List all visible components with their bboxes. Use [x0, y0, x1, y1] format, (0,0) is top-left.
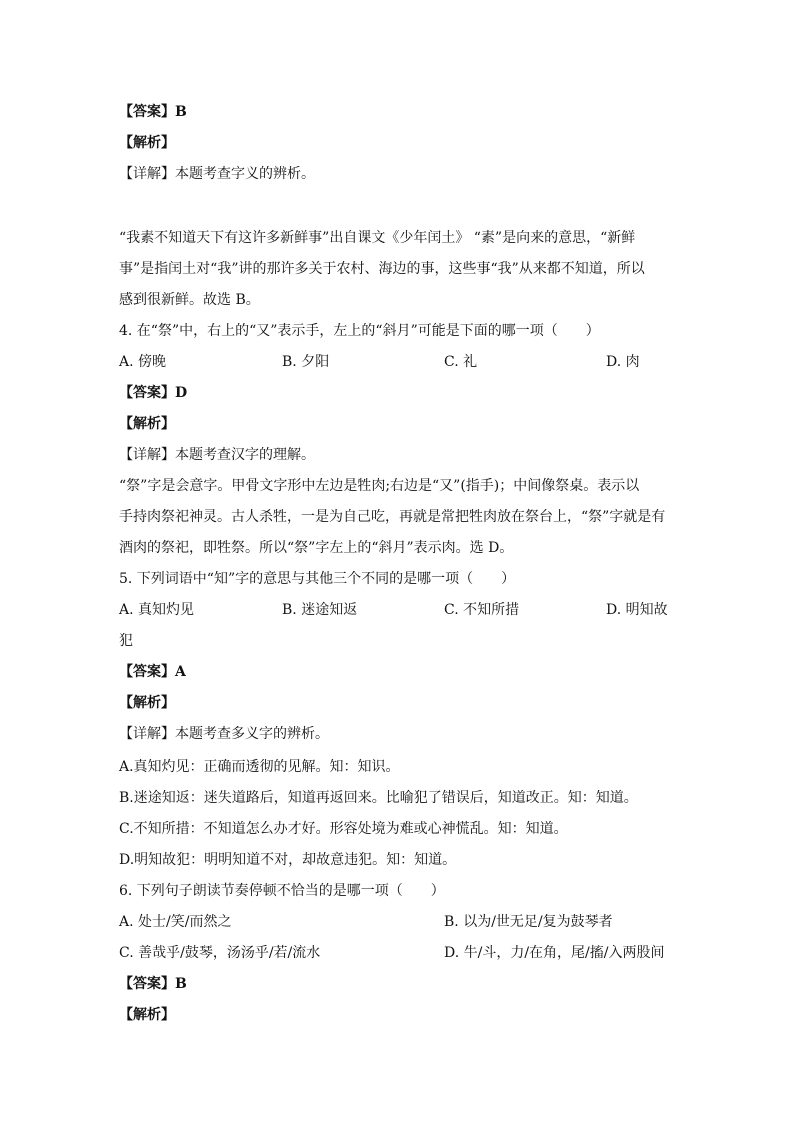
q6-analysis-label: 【解析】 [119, 1007, 175, 1023]
q5-option-d-wrap: 犯 [119, 633, 133, 649]
q6-stem: 6. 下列句子朗读节奏停顿不恰当的是哪一项（ ） [119, 883, 445, 899]
q3-explanation-line: 事”是指闰土对“我”讲的那许多关于农村、海边的事，这些事“我”从来都不知道，所以 [119, 261, 645, 277]
q3-answer: 【答案】B [119, 104, 187, 120]
q4-analysis-label: 【解析】 [119, 416, 175, 432]
q4-option-d: D. 肉 [606, 354, 640, 370]
q5-option-b: B. 迷途知返 [282, 602, 358, 618]
q6-option-c: C. 善哉乎/鼓琴，汤汤乎/若/流水 [119, 945, 321, 961]
q4-explanation-line: 手持肉祭祀神灵。古人杀牲，一是为自己吃，再就是常把牲肉放在祭台上，“祭”字就是有 [119, 509, 666, 525]
q3-explanation-line: “我素不知道天下有这许多新鲜事”出自课文《少年闰土》 “素”是向来的意思，“新鲜 [119, 230, 636, 246]
q4-explanation-line: “祭”字是会意字。甲骨文字形中左边是牲肉;右边是“又”(指手)；中间像祭桌。表示以 [119, 478, 640, 494]
q3-analysis-label: 【解析】 [119, 135, 175, 151]
q5-explanation-line: A.真知灼见：正确而透彻的见解。知：知识。 [119, 759, 400, 775]
q5-option-c: C. 不知所措 [444, 602, 520, 618]
q5-stem: 5. 下列词语中“知”字的意思与其他三个不同的是哪一项（ ） [119, 571, 516, 587]
q5-option-d: D. 明知故 [606, 602, 668, 618]
q6-option-a: A. 处士/笑/而然之 [119, 914, 232, 930]
q4-stem: 4. 在“祭”中，右上的“又”表示手，左上的“斜月”可能是下面的哪一项（ ） [119, 323, 600, 339]
q4-option-a: A. 傍晚 [119, 354, 167, 370]
q3-explanation-line: 感到很新鲜。故选 B。 [119, 292, 260, 308]
q4-detail: 【详解】本题考查汉字的理解。 [119, 447, 315, 463]
q4-option-b: B. 夕阳 [282, 354, 330, 370]
q5-explanation-line: B.迷途知返：迷失道路后，知道再返回来。比喻犯了错误后，知道改正。知：知道。 [119, 790, 638, 806]
q6-answer: 【答案】B [119, 976, 187, 992]
q4-option-c: C. 礼 [444, 354, 478, 370]
q5-explanation-line: C.不知所措：不知道怎么办才好。形容处境为难或心神慌乱。知：知道。 [119, 821, 568, 837]
q5-detail: 【详解】本题考查多义字的辨析。 [119, 726, 329, 742]
q5-option-a: A. 真知灼见 [119, 602, 195, 618]
q4-answer: 【答案】D [119, 385, 188, 401]
q5-explanation-line: D.明知故犯：明明知道不对，却故意违犯。知：知道。 [119, 852, 457, 868]
q3-detail: 【详解】本题考查字义的辨析。 [119, 166, 315, 182]
q6-option-b: B. 以为/世无足/复为鼓琴者 [444, 914, 613, 930]
q5-analysis-label: 【解析】 [119, 695, 175, 711]
q5-answer: 【答案】A [119, 664, 186, 680]
q6-option-d: D. 牛/斗，力/在角，尾/搐/入两股间 [444, 945, 665, 961]
q4-explanation-line: 酒肉的祭祀，即牲祭。所以“祭”字左上的“斜月”表示肉。选 D。 [119, 540, 514, 556]
